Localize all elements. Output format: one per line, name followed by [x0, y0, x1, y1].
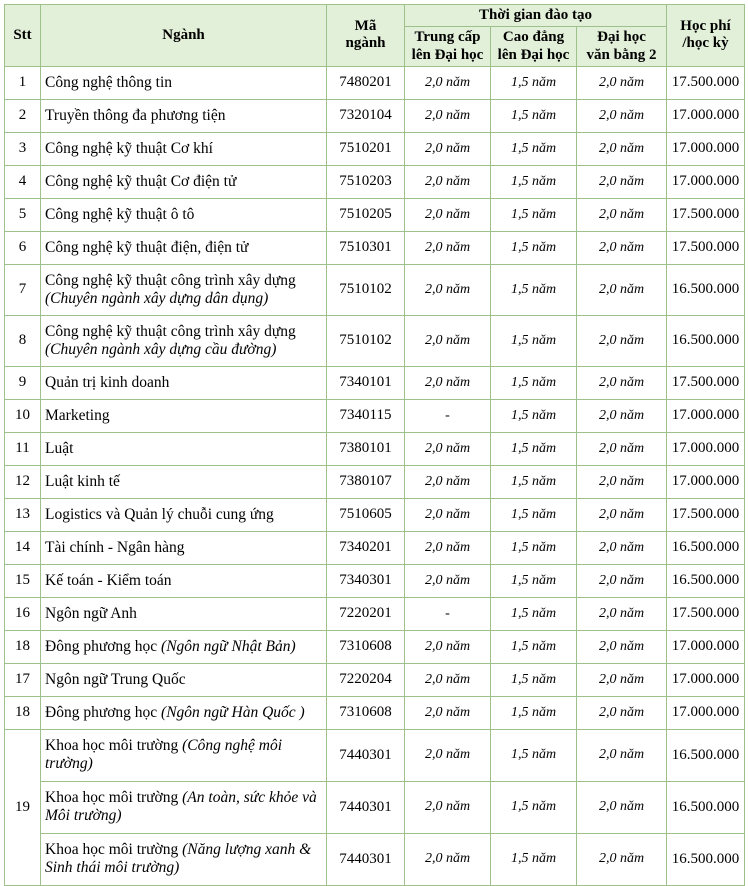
nganh-name: Công nghệ kỹ thuật điện, điện tử: [45, 238, 249, 256]
cell-hoc-phi: 17.000.000: [667, 132, 745, 165]
table-row: [5, 399, 745, 432]
cell-trung-cap: 2,0 năm: [405, 564, 491, 597]
cell-trung-cap: 2,0 năm: [405, 366, 491, 399]
table-row: [5, 264, 745, 315]
cell-ma-nganh: 7380101: [327, 432, 405, 465]
cell-hoc-phi: 17.000.000: [667, 399, 745, 432]
table-row: [5, 132, 745, 165]
cell-cao-dang: 1,5 năm: [491, 696, 577, 729]
cell-dai-hoc-vb2: 2,0 năm: [577, 66, 667, 99]
cell-ma-nganh: 7310608: [327, 630, 405, 663]
cell-trung-cap: 2,0 năm: [405, 781, 491, 833]
table-row: [5, 498, 745, 531]
cell-dai-hoc-vb2: 2,0 năm: [577, 165, 667, 198]
header-ma-nganh-line1: Mã: [354, 18, 377, 35]
cell-dai-hoc-vb2: 2,0 năm: [577, 696, 667, 729]
cell-trung-cap: 2,0 năm: [405, 315, 491, 366]
nganh-name: Kế toán - Kiểm toán: [45, 571, 172, 589]
cell-nganh: [41, 696, 327, 729]
header-ma-nganh: [327, 5, 405, 67]
table-row: [5, 729, 745, 781]
cell-trung-cap: 2,0 năm: [405, 630, 491, 663]
header-stt: Stt: [5, 5, 41, 67]
tuition-table: [4, 4, 745, 886]
cell-nganh: [41, 66, 327, 99]
cell-stt: 14: [5, 531, 41, 564]
cell-hoc-phi: 17.000.000: [667, 696, 745, 729]
header-dai-hoc-vb2: [577, 27, 667, 67]
cell-cao-dang: 1,5 năm: [491, 630, 577, 663]
cell-trung-cap: -: [405, 597, 491, 630]
cell-stt: 12: [5, 465, 41, 498]
cell-cao-dang: 1,5 năm: [491, 465, 577, 498]
cell-dai-hoc-vb2: 2,0 năm: [577, 729, 667, 781]
header-hoc-phi-line1: Học phí: [680, 18, 731, 35]
cell-hoc-phi: 17.000.000: [667, 630, 745, 663]
cell-trung-cap: 2,0 năm: [405, 165, 491, 198]
cell-stt: 18: [5, 630, 41, 663]
cell-stt: 7: [5, 264, 41, 315]
cell-dai-hoc-vb2: 2,0 năm: [577, 781, 667, 833]
cell-ma-nganh: 7440301: [327, 729, 405, 781]
cell-ma-nganh: 7440301: [327, 833, 405, 885]
nganh-name: Công nghệ kỹ thuật công trình xây dựng: [45, 322, 296, 340]
cell-cao-dang: 1,5 năm: [491, 132, 577, 165]
cell-nganh: [41, 231, 327, 264]
cell-stt: 10: [5, 399, 41, 432]
cell-trung-cap: -: [405, 399, 491, 432]
cell-hoc-phi: 17.000.000: [667, 99, 745, 132]
cell-trung-cap: 2,0 năm: [405, 264, 491, 315]
cell-dai-hoc-vb2: 2,0 năm: [577, 399, 667, 432]
nganh-name: Logistics và Quản lý chuỗi cung ứng: [45, 505, 274, 523]
table-row: [5, 696, 745, 729]
nganh-specialization: (Công nghệ môi trường): [45, 737, 283, 773]
header-dai-hoc-line1: Đại học: [597, 29, 646, 46]
cell-stt: 16: [5, 597, 41, 630]
cell-ma-nganh: 7340101: [327, 366, 405, 399]
nganh-name: Công nghệ kỹ thuật Cơ khí: [45, 139, 213, 157]
nganh-specialization: (Năng lượng xanh & Sinh thái môi trường): [45, 841, 312, 877]
header-trung-cap-line1: Trung cấp: [414, 29, 481, 46]
cell-ma-nganh: 7510102: [327, 264, 405, 315]
nganh-name: Công nghệ kỹ thuật công trình xây dựng: [45, 271, 296, 289]
cell-cao-dang: 1,5 năm: [491, 729, 577, 781]
cell-hoc-phi: 16.500.000: [667, 833, 745, 885]
cell-dai-hoc-vb2: 2,0 năm: [577, 630, 667, 663]
table-row: [5, 432, 745, 465]
cell-dai-hoc-vb2: 2,0 năm: [577, 315, 667, 366]
cell-cao-dang: 1,5 năm: [491, 432, 577, 465]
cell-ma-nganh: 7440301: [327, 781, 405, 833]
cell-cao-dang: 1,5 năm: [491, 165, 577, 198]
cell-ma-nganh: 7310608: [327, 696, 405, 729]
cell-trung-cap: 2,0 năm: [405, 432, 491, 465]
header-cao-dang-line2: lên Đại học: [497, 46, 570, 63]
cell-dai-hoc-vb2: 2,0 năm: [577, 597, 667, 630]
cell-hoc-phi: 17.500.000: [667, 498, 745, 531]
table-row: [5, 165, 745, 198]
cell-stt: 6: [5, 231, 41, 264]
cell-nganh: [41, 399, 327, 432]
table-row: [5, 531, 745, 564]
header-thoi-gian-dao-tao: Thời gian đào tạo: [405, 5, 667, 27]
table-row: [5, 833, 745, 885]
cell-stt: 11: [5, 432, 41, 465]
cell-trung-cap: 2,0 năm: [405, 531, 491, 564]
nganh-name: Ngôn ngữ Trung Quốc: [45, 670, 186, 688]
table-row: [5, 66, 745, 99]
cell-dai-hoc-vb2: 2,0 năm: [577, 132, 667, 165]
nganh-specialization: (An toàn, sức khỏe và Môi trường): [45, 789, 317, 825]
cell-cao-dang: 1,5 năm: [491, 781, 577, 833]
cell-ma-nganh: 7510301: [327, 231, 405, 264]
cell-hoc-phi: 17.500.000: [667, 198, 745, 231]
nganh-name: Đông phương học: [45, 703, 162, 721]
nganh-name: Luật: [45, 439, 74, 457]
cell-ma-nganh: 7510605: [327, 498, 405, 531]
table-header: [5, 5, 745, 67]
cell-dai-hoc-vb2: 2,0 năm: [577, 366, 667, 399]
cell-nganh: [41, 315, 327, 366]
cell-nganh: [41, 564, 327, 597]
table-row: [5, 465, 745, 498]
header-trung-cap-line2: lên Đại học: [411, 46, 484, 63]
cell-cao-dang: 1,5 năm: [491, 198, 577, 231]
cell-hoc-phi: 17.000.000: [667, 165, 745, 198]
table-row: [5, 99, 745, 132]
cell-cao-dang: 1,5 năm: [491, 66, 577, 99]
cell-nganh: [41, 597, 327, 630]
cell-stt: 9: [5, 366, 41, 399]
cell-hoc-phi: 17.500.000: [667, 231, 745, 264]
cell-trung-cap: 2,0 năm: [405, 132, 491, 165]
cell-trung-cap: 2,0 năm: [405, 99, 491, 132]
cell-stt: 5: [5, 198, 41, 231]
cell-trung-cap: 2,0 năm: [405, 198, 491, 231]
header-dai-hoc-line2: văn bằng 2: [586, 46, 657, 63]
cell-stt: 19: [5, 729, 41, 885]
cell-ma-nganh: 7380107: [327, 465, 405, 498]
nganh-name: Công nghệ kỹ thuật ô tô: [45, 205, 195, 223]
cell-stt: 13: [5, 498, 41, 531]
table-row: [5, 564, 745, 597]
nganh-name: Luật kinh tế: [45, 472, 120, 490]
cell-cao-dang: 1,5 năm: [491, 498, 577, 531]
cell-hoc-phi: 17.500.000: [667, 66, 745, 99]
header-nganh: Ngành: [41, 5, 327, 67]
cell-dai-hoc-vb2: 2,0 năm: [577, 231, 667, 264]
nganh-specialization: (Ngôn ngữ Hàn Quốc ): [161, 703, 305, 721]
cell-nganh: [41, 531, 327, 564]
cell-nganh: [41, 781, 327, 833]
table-row: [5, 231, 745, 264]
cell-nganh: [41, 498, 327, 531]
header-ma-nganh-line2: ngành: [345, 35, 386, 52]
cell-ma-nganh: 7320104: [327, 99, 405, 132]
cell-cao-dang: 1,5 năm: [491, 315, 577, 366]
cell-dai-hoc-vb2: 2,0 năm: [577, 465, 667, 498]
cell-ma-nganh: 7480201: [327, 66, 405, 99]
cell-dai-hoc-vb2: 2,0 năm: [577, 564, 667, 597]
cell-dai-hoc-vb2: 2,0 năm: [577, 663, 667, 696]
cell-nganh: [41, 663, 327, 696]
cell-ma-nganh: 7510203: [327, 165, 405, 198]
cell-nganh: [41, 132, 327, 165]
cell-ma-nganh: 7220201: [327, 597, 405, 630]
header-cao-dang: [491, 27, 577, 67]
cell-hoc-phi: 17.500.000: [667, 366, 745, 399]
cell-dai-hoc-vb2: 2,0 năm: [577, 498, 667, 531]
nganh-name: Khoa học môi trường: [45, 841, 183, 859]
cell-stt: 1: [5, 66, 41, 99]
cell-nganh: [41, 432, 327, 465]
cell-trung-cap: 2,0 năm: [405, 498, 491, 531]
cell-cao-dang: 1,5 năm: [491, 564, 577, 597]
cell-cao-dang: 1,5 năm: [491, 231, 577, 264]
cell-nganh: [41, 465, 327, 498]
cell-ma-nganh: 7220204: [327, 663, 405, 696]
cell-stt: 17: [5, 663, 41, 696]
cell-dai-hoc-vb2: 2,0 năm: [577, 432, 667, 465]
header-row-top: [5, 5, 745, 27]
cell-stt: 2: [5, 99, 41, 132]
cell-dai-hoc-vb2: 2,0 năm: [577, 833, 667, 885]
nganh-name: Khoa học môi trường: [45, 737, 183, 755]
cell-cao-dang: 1,5 năm: [491, 366, 577, 399]
cell-hoc-phi: 17.500.000: [667, 597, 745, 630]
cell-cao-dang: 1,5 năm: [491, 663, 577, 696]
cell-nganh: [41, 366, 327, 399]
cell-stt: 3: [5, 132, 41, 165]
nganh-specialization: (Chuyên ngành xây dựng cầu đường): [45, 340, 277, 358]
cell-nganh: [41, 264, 327, 315]
cell-hoc-phi: 16.500.000: [667, 729, 745, 781]
cell-trung-cap: 2,0 năm: [405, 663, 491, 696]
nganh-name: Công nghệ thông tin: [45, 73, 173, 91]
cell-hoc-phi: 17.000.000: [667, 663, 745, 696]
cell-hoc-phi: 16.500.000: [667, 781, 745, 833]
cell-trung-cap: 2,0 năm: [405, 231, 491, 264]
cell-nganh: [41, 165, 327, 198]
table-row: [5, 781, 745, 833]
table-row: [5, 198, 745, 231]
nganh-name: Marketing: [45, 406, 110, 424]
nganh-name: Đông phương học: [45, 637, 162, 655]
table-body: [5, 66, 745, 885]
table-row: [5, 663, 745, 696]
cell-cao-dang: 1,5 năm: [491, 264, 577, 315]
cell-cao-dang: 1,5 năm: [491, 399, 577, 432]
cell-stt: 8: [5, 315, 41, 366]
cell-hoc-phi: 16.500.000: [667, 531, 745, 564]
cell-stt: 4: [5, 165, 41, 198]
cell-dai-hoc-vb2: 2,0 năm: [577, 264, 667, 315]
cell-ma-nganh: 7510102: [327, 315, 405, 366]
cell-ma-nganh: 7510201: [327, 132, 405, 165]
nganh-name: Công nghệ kỹ thuật Cơ điện tử: [45, 172, 237, 190]
nganh-specialization: (Chuyên ngành xây dựng dân dụng): [45, 289, 269, 307]
cell-trung-cap: 2,0 năm: [405, 696, 491, 729]
cell-hoc-phi: 16.500.000: [667, 564, 745, 597]
nganh-name: Tài chính - Ngân hàng: [45, 538, 185, 556]
cell-dai-hoc-vb2: 2,0 năm: [577, 198, 667, 231]
cell-trung-cap: 2,0 năm: [405, 833, 491, 885]
cell-hoc-phi: 16.500.000: [667, 264, 745, 315]
cell-trung-cap: 2,0 năm: [405, 465, 491, 498]
cell-nganh: [41, 198, 327, 231]
cell-cao-dang: 1,5 năm: [491, 833, 577, 885]
cell-nganh: [41, 833, 327, 885]
header-hoc-phi: [667, 5, 745, 67]
nganh-name: Truyền thông đa phương tiện: [45, 106, 226, 124]
nganh-name: Quản trị kinh doanh: [45, 373, 170, 391]
cell-stt: 15: [5, 564, 41, 597]
cell-hoc-phi: 16.500.000: [667, 315, 745, 366]
nganh-name: Ngôn ngữ Anh: [45, 604, 137, 622]
cell-ma-nganh: 7340115: [327, 399, 405, 432]
nganh-specialization: (Ngôn ngữ Nhật Bản): [161, 637, 296, 655]
cell-nganh: [41, 99, 327, 132]
header-trung-cap: [405, 27, 491, 67]
cell-cao-dang: 1,5 năm: [491, 531, 577, 564]
table-row: [5, 597, 745, 630]
cell-stt: 18: [5, 696, 41, 729]
cell-ma-nganh: 7340201: [327, 531, 405, 564]
cell-dai-hoc-vb2: 2,0 năm: [577, 531, 667, 564]
cell-cao-dang: 1,5 năm: [491, 597, 577, 630]
table-row: [5, 366, 745, 399]
cell-cao-dang: 1,5 năm: [491, 99, 577, 132]
cell-dai-hoc-vb2: 2,0 năm: [577, 99, 667, 132]
cell-ma-nganh: 7340301: [327, 564, 405, 597]
cell-nganh: [41, 729, 327, 781]
cell-hoc-phi: 17.000.000: [667, 465, 745, 498]
cell-ma-nganh: 7510205: [327, 198, 405, 231]
cell-hoc-phi: 17.000.000: [667, 432, 745, 465]
cell-trung-cap: 2,0 năm: [405, 66, 491, 99]
table-row: [5, 315, 745, 366]
cell-nganh: [41, 630, 327, 663]
table-row: [5, 630, 745, 663]
cell-trung-cap: 2,0 năm: [405, 729, 491, 781]
header-cao-dang-line1: Cao đẳng: [502, 29, 565, 46]
nganh-name: Khoa học môi trường: [45, 789, 183, 807]
header-hoc-phi-line2: /học kỳ: [682, 35, 729, 52]
